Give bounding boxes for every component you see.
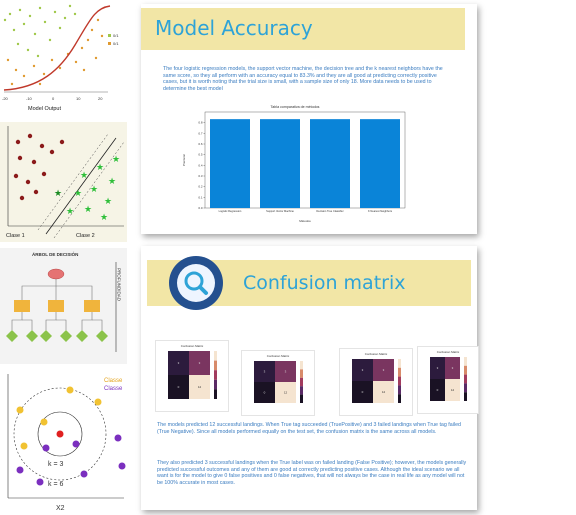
matrix-cell-value: 3 <box>361 368 364 372</box>
confusion-matrix-4 <box>417 346 479 414</box>
svg-text:★: ★ <box>112 154 121 164</box>
colorbar-segment <box>300 395 303 403</box>
svg-text:★: ★ <box>108 176 117 186</box>
matrix-cell-value: 3 <box>263 369 266 374</box>
thumbnail-svm[interactable] <box>0 122 127 242</box>
confusion-paragraph-1: The models predicted 12 successful landings. When True tag succeeded (TruePositive) and 3 failed landings when True tag failed (True Negative). Since all models performed equally on the test set, the confusion matrix is the same across all models. <box>157 422 461 435</box>
svg-text:★: ★ <box>74 188 83 198</box>
matrix-cell-value: 12 <box>381 390 386 394</box>
leaf-node <box>26 330 38 342</box>
matrix-cell-value: 12 <box>197 385 202 389</box>
colorbar-segment <box>214 389 217 399</box>
matrix-cell-value: 3 <box>284 369 287 374</box>
tree-node <box>84 300 100 312</box>
tree-title: ÁRBOL DE DECISIÓN <box>32 252 79 257</box>
svg-text:★: ★ <box>54 188 63 198</box>
svg-text:★: ★ <box>84 204 93 214</box>
matrix-title: Confusion Matrix <box>266 354 290 358</box>
x-tick-label: Support Vector Machine <box>266 210 294 213</box>
matrix-cell-value: 3 <box>451 366 454 370</box>
colorbar-segment <box>464 375 467 384</box>
confusion-matrix-2 <box>241 350 315 416</box>
matrix-cell-value: 12 <box>450 388 455 392</box>
colorbar-segment <box>214 370 217 380</box>
slide-model-accuracy <box>141 4 477 234</box>
svg-text:★: ★ <box>104 196 113 206</box>
y-tick-label: 0.4 <box>198 163 203 168</box>
class-2-label: Clase 2 <box>76 233 95 239</box>
svm-plot <box>0 122 127 242</box>
thumbnail-decision-tree[interactable] <box>0 248 127 364</box>
y-tick-label: 0.1 <box>198 195 203 200</box>
colorbar-segment <box>398 377 401 386</box>
leaf-node <box>60 330 72 342</box>
legend-class-b: Classe <box>104 386 123 392</box>
y-tick-label: 0.3 <box>198 174 203 178</box>
x-tick-label: Logistic Regression <box>218 210 242 213</box>
page-title: Model Accuracy <box>155 16 313 40</box>
colorbar-segment <box>464 383 467 392</box>
bar-2 <box>260 119 300 208</box>
slide-confusion-matrix <box>141 246 477 510</box>
colorbar-segment <box>300 378 303 386</box>
knn-plot <box>0 370 127 515</box>
y-tick-label: 0.6 <box>198 142 203 146</box>
tree-node <box>14 300 30 312</box>
tick-label: 20 <box>98 96 103 101</box>
legend-label-2: 0/1 <box>113 41 119 46</box>
colorbar-segment <box>464 366 467 375</box>
colorbar-segment <box>300 369 303 377</box>
k3-label: k = 3 <box>48 461 64 468</box>
svg-text:★: ★ <box>100 212 109 222</box>
y-tick-label: 0.8 <box>198 120 203 125</box>
legend-class-a: Classe <box>104 378 123 384</box>
k6-label: k = 6 <box>48 481 64 488</box>
matrix-title: Confusion Matrix <box>180 344 204 348</box>
tick-label: 10 <box>76 96 81 101</box>
y-tick-label: 0.7 <box>198 131 203 136</box>
matrix-cell-value: 0 <box>263 390 266 395</box>
colorbar-segment <box>214 380 217 390</box>
legend-swatch-1 <box>108 34 111 37</box>
chart-title: Tabla comparativa de métodos <box>270 105 320 109</box>
class-a-points <box>17 387 102 450</box>
accuracy-chart <box>179 102 411 226</box>
class-b-points <box>17 435 126 486</box>
leaf-node <box>96 330 108 342</box>
colorbar-segment <box>398 359 401 368</box>
matrix-cell-value: 0 <box>361 390 364 394</box>
svg-text:★: ★ <box>90 184 99 194</box>
matrix-cell-value: 12 <box>283 390 288 395</box>
logistic-plot <box>0 0 127 118</box>
colorbar-segment <box>398 394 401 403</box>
bar-3 <box>310 119 350 208</box>
tick-label: -20 <box>2 96 8 101</box>
section-title: Confusion matrix <box>243 272 406 294</box>
x-tick-label: K Nearest Neighbors <box>367 210 393 213</box>
thumbnail-knn[interactable] <box>0 370 127 515</box>
leaf-node <box>6 330 18 342</box>
colorbar-segment <box>214 351 217 361</box>
y-axis-label: Precisión <box>182 153 186 167</box>
tree-node <box>48 300 64 312</box>
svg-text:★: ★ <box>66 206 75 216</box>
y-tick-label: 0.2 <box>198 184 203 189</box>
colorbar-segment <box>464 392 467 401</box>
magnifier-icon <box>169 256 223 310</box>
leaf-node <box>40 330 52 342</box>
root-node <box>48 269 64 279</box>
matrix-cell-value: 0 <box>177 385 180 389</box>
legend-swatch-2 <box>108 42 111 45</box>
y-tick-label: 0.0 <box>198 206 203 210</box>
matrix-cell-value: 0 <box>436 388 439 392</box>
colorbar-segment <box>464 357 467 366</box>
matrix-title: Confusion Matrix <box>436 350 460 354</box>
class-2-points <box>54 154 120 222</box>
bar-4 <box>360 119 400 208</box>
x-axis-label: Métodos <box>299 219 311 223</box>
colorbar-segment <box>300 386 303 394</box>
tick-label: -10 <box>26 96 32 101</box>
class-1-label: Clase 1 <box>6 233 25 239</box>
confusion-matrix-1 <box>155 340 229 412</box>
confusion-paragraph-2: They also predicted 3 successful landings when the True label was on failed landing (False Positive); however, the models generally predicted successful outcomes and any of them are good at correctly predicting positive cases. Although the ideal scenario we all want is for the model to give 0 false positives and 0 false negatives, that will not always be the case in real life as any model will not be 100% accurate in most cases. <box>157 460 467 486</box>
leaf-node <box>76 330 88 342</box>
axis-label: X2 <box>56 505 65 512</box>
colorbar-segment <box>398 385 401 394</box>
depth-label: PROFUNDIDAD <box>116 268 122 302</box>
y-tick-label: 0.5 <box>198 152 203 157</box>
colorbar-segment <box>398 368 401 377</box>
x-axis-label: Model Output <box>28 106 62 112</box>
matrix-cell-value: 3 <box>177 361 180 365</box>
accuracy-chart-svg <box>179 102 411 226</box>
matrix-cell-value: 3 <box>436 366 439 370</box>
matrix-cell-value: 3 <box>382 368 385 372</box>
svg-text:★: ★ <box>80 170 89 180</box>
x-tick-label: Decision Tree Classifier <box>316 210 344 213</box>
bar-1 <box>210 119 250 208</box>
svg-text:★: ★ <box>96 162 105 172</box>
matrix-title: Confusion Matrix <box>364 352 388 356</box>
decision-tree-diagram <box>0 248 127 364</box>
legend-label-1: 0/1 <box>113 33 119 38</box>
colorbar-segment <box>214 361 217 371</box>
confusion-matrix-3 <box>339 348 413 416</box>
accuracy-description: The four logistic regression models, the support vector machine, the decision tree and the k nearest neighbors have the same score, so they all perform with an accuracy equal to 83.3% and they are all good at predicting correctly positive cases, but it is worth noting that the trial size is small, with a sample size of only 18. More data needs to be used to determine the best model <box>163 66 443 92</box>
query-point <box>57 431 64 438</box>
thumbnail-logistic-regression[interactable] <box>0 0 127 118</box>
matrix-cell-value: 3 <box>198 361 201 365</box>
scatter-points <box>4 5 103 85</box>
colorbar-segment <box>300 361 303 369</box>
sigmoid-curve <box>4 6 110 90</box>
tick-label: 0 <box>52 96 55 101</box>
title-banner <box>141 8 465 50</box>
